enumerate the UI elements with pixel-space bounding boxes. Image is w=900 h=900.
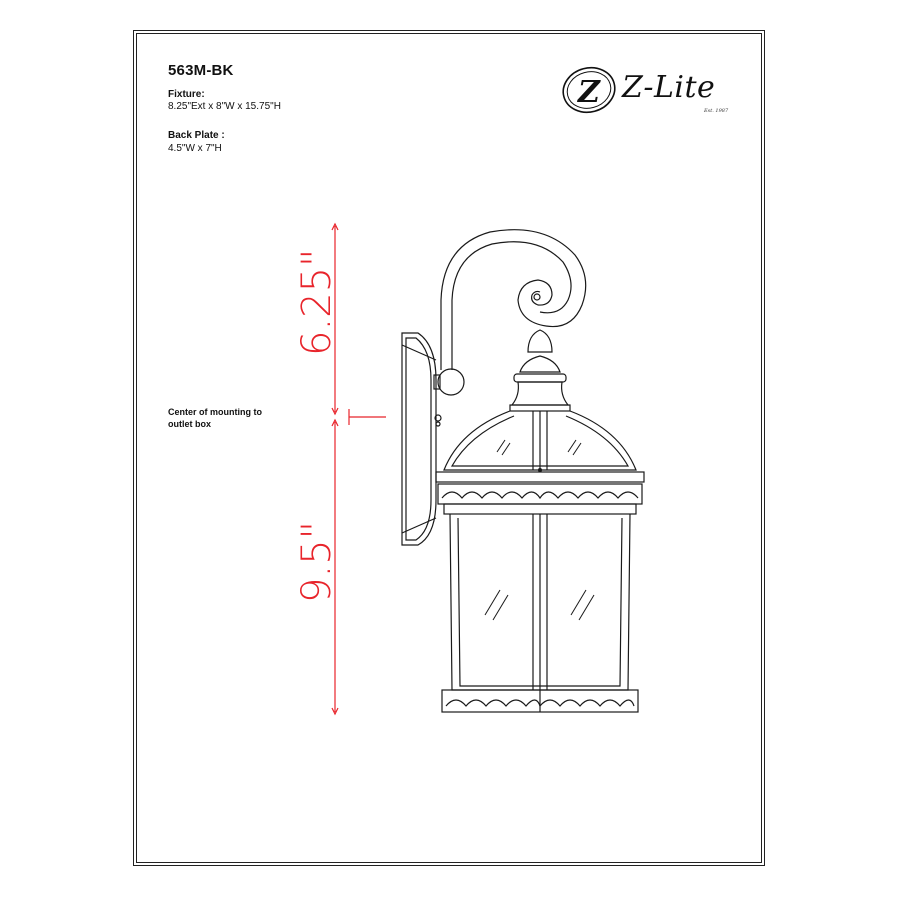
backplate-dimensions: 4.5"W x 7"H xyxy=(168,143,222,154)
logo-established: Est. 1987 xyxy=(704,108,729,114)
fixture-dimensions: 8.25"Ext x 8"W x 15.75"H xyxy=(168,101,281,112)
upper-height-dimension: 6.25" xyxy=(294,248,340,356)
lantern-outline xyxy=(402,230,644,712)
dimension-lines xyxy=(332,224,386,714)
model-number: 563M-BK xyxy=(168,62,234,79)
backplate-label: Back Plate : xyxy=(168,130,225,141)
logo-mark: Z xyxy=(578,75,600,110)
fixture-label: Fixture: xyxy=(168,89,205,100)
lower-height-dimension: 9.5" xyxy=(294,520,340,603)
logo-wordmark: Z-Lite xyxy=(622,70,716,105)
mounting-center-note: Center of mounting to outlet box xyxy=(168,407,262,429)
